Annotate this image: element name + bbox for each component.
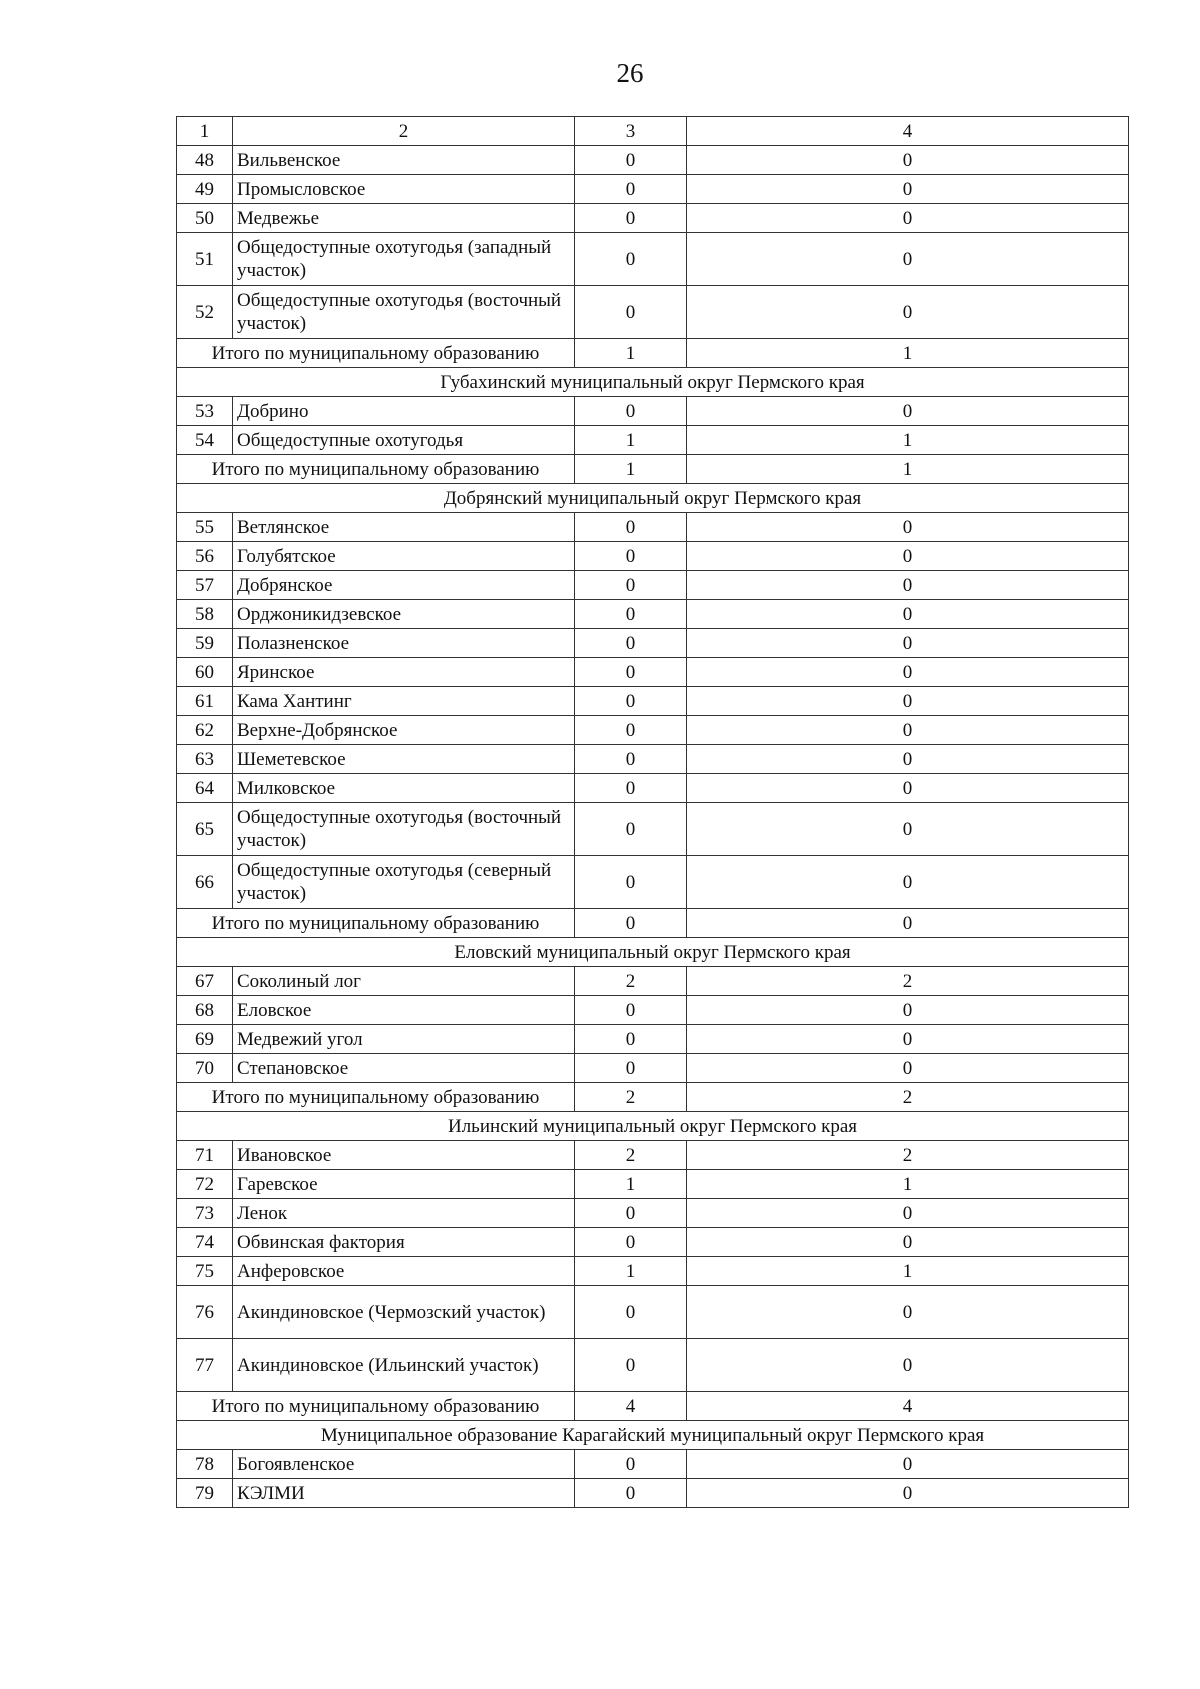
row-value-col4: 0 — [687, 629, 1129, 658]
table-row — [177, 1228, 1129, 1257]
table-row — [177, 856, 1129, 909]
row-name: Полазненское — [233, 629, 575, 658]
row-number: 62 — [177, 716, 233, 745]
row-value-col4: 0 — [687, 1479, 1129, 1508]
total-value-col4: 4 — [687, 1392, 1129, 1421]
total-value-col3: 1 — [575, 455, 687, 484]
section-title: Еловский муниципальный округ Пермского края — [177, 938, 1129, 967]
total-value-col3: 2 — [575, 1083, 687, 1112]
row-value-col4: 0 — [687, 658, 1129, 687]
header-cell-3: 3 — [575, 117, 687, 146]
row-name: Милковское — [233, 774, 575, 803]
total-label: Итого по муниципальному образованию — [177, 909, 575, 938]
row-value-col3: 0 — [575, 1199, 687, 1228]
row-value-col4: 0 — [687, 513, 1129, 542]
row-value-col4: 1 — [687, 1257, 1129, 1286]
row-value-col4: 0 — [687, 204, 1129, 233]
total-value-col4: 2 — [687, 1083, 1129, 1112]
table-row — [177, 1450, 1129, 1479]
total-row — [177, 1083, 1129, 1112]
section-title: Муниципальное образование Карагайский муниципальный округ Пермского края — [177, 1421, 1129, 1450]
row-value-col3: 0 — [575, 1025, 687, 1054]
table-row — [177, 745, 1129, 774]
row-value-col4: 0 — [687, 233, 1129, 286]
table-row — [177, 233, 1129, 286]
row-value-col3: 0 — [575, 1450, 687, 1479]
row-value-col4: 0 — [687, 803, 1129, 856]
row-value-col4: 0 — [687, 1339, 1129, 1392]
table-row — [177, 803, 1129, 856]
row-value-col4: 0 — [687, 286, 1129, 339]
row-value-col4: 2 — [687, 1141, 1129, 1170]
total-label: Итого по муниципальному образованию — [177, 339, 575, 368]
table-row — [177, 542, 1129, 571]
table-row — [177, 996, 1129, 1025]
section-header-row — [177, 368, 1129, 397]
row-value-col4: 0 — [687, 1199, 1129, 1228]
row-name: Степановское — [233, 1054, 575, 1083]
row-name: Богоявленское — [233, 1450, 575, 1479]
table-row — [177, 1479, 1129, 1508]
row-value-col3: 0 — [575, 687, 687, 716]
section-title: Губахинский муниципальный округ Пермского края — [177, 368, 1129, 397]
row-value-col3: 0 — [575, 803, 687, 856]
row-name: Кама Хантинг — [233, 687, 575, 716]
row-name: Акиндиновское (Чермозский участок) — [233, 1286, 575, 1339]
row-number: 65 — [177, 803, 233, 856]
row-name: Ленок — [233, 1199, 575, 1228]
row-name: Шеметевское — [233, 745, 575, 774]
section-header-row — [177, 938, 1129, 967]
row-number: 69 — [177, 1025, 233, 1054]
row-number: 54 — [177, 426, 233, 455]
row-name: Верхне-Добрянское — [233, 716, 575, 745]
row-value-col3: 0 — [575, 1228, 687, 1257]
row-number: 71 — [177, 1141, 233, 1170]
row-number: 78 — [177, 1450, 233, 1479]
row-value-col3: 0 — [575, 856, 687, 909]
row-value-col3: 0 — [575, 513, 687, 542]
row-number: 73 — [177, 1199, 233, 1228]
table-row — [177, 513, 1129, 542]
row-value-col4: 0 — [687, 1054, 1129, 1083]
row-value-col4: 0 — [687, 856, 1129, 909]
table-row — [177, 1339, 1129, 1392]
row-name: Яринское — [233, 658, 575, 687]
table-row — [177, 1286, 1129, 1339]
row-value-col3: 0 — [575, 1339, 687, 1392]
row-value-col4: 0 — [687, 542, 1129, 571]
row-value-col3: 0 — [575, 571, 687, 600]
row-value-col4: 0 — [687, 1228, 1129, 1257]
row-name: Медвежье — [233, 204, 575, 233]
total-label: Итого по муниципальному образованию — [177, 455, 575, 484]
row-value-col4: 2 — [687, 967, 1129, 996]
row-number: 60 — [177, 658, 233, 687]
row-value-col3: 0 — [575, 745, 687, 774]
table-row — [177, 1199, 1129, 1228]
section-title: Добрянский муниципальный округ Пермского края — [177, 484, 1129, 513]
row-value-col4: 0 — [687, 745, 1129, 774]
header-row — [177, 117, 1129, 146]
row-name: Добрино — [233, 397, 575, 426]
row-name: Еловское — [233, 996, 575, 1025]
table-row — [177, 687, 1129, 716]
row-value-col3: 0 — [575, 996, 687, 1025]
row-name: Орджоникидзевское — [233, 600, 575, 629]
table-row — [177, 286, 1129, 339]
row-number: 66 — [177, 856, 233, 909]
row-value-col3: 0 — [575, 658, 687, 687]
table-row — [177, 1141, 1129, 1170]
row-name: Общедоступные охотугодья — [233, 426, 575, 455]
table-row — [177, 716, 1129, 745]
row-number: 64 — [177, 774, 233, 803]
table-row — [177, 658, 1129, 687]
row-number: 51 — [177, 233, 233, 286]
total-value-col3: 0 — [575, 909, 687, 938]
header-cell-2: 2 — [233, 117, 575, 146]
total-label: Итого по муниципальному образованию — [177, 1083, 575, 1112]
row-value-col3: 0 — [575, 397, 687, 426]
row-name: Добрянское — [233, 571, 575, 600]
row-value-col4: 0 — [687, 1025, 1129, 1054]
row-value-col3: 1 — [575, 1170, 687, 1199]
total-value-col3: 4 — [575, 1392, 687, 1421]
row-value-col3: 2 — [575, 1141, 687, 1170]
header-cell-1: 1 — [177, 117, 233, 146]
table-body — [177, 117, 1129, 1508]
row-number: 68 — [177, 996, 233, 1025]
row-number: 57 — [177, 571, 233, 600]
section-header-row — [177, 484, 1129, 513]
row-value-col4: 0 — [687, 1450, 1129, 1479]
total-value-col4: 0 — [687, 909, 1129, 938]
row-number: 61 — [177, 687, 233, 716]
row-value-col3: 0 — [575, 146, 687, 175]
row-name: Анферовское — [233, 1257, 575, 1286]
row-value-col3: 0 — [575, 1286, 687, 1339]
row-value-col3: 0 — [575, 1479, 687, 1508]
document-table — [176, 116, 1129, 1508]
row-number: 75 — [177, 1257, 233, 1286]
header-cell-4: 4 — [687, 117, 1129, 146]
total-row — [177, 1392, 1129, 1421]
total-label: Итого по муниципальному образованию — [177, 1392, 575, 1421]
row-name: Вильвенское — [233, 146, 575, 175]
total-value-col4: 1 — [687, 339, 1129, 368]
row-value-col4: 1 — [687, 426, 1129, 455]
row-value-col4: 0 — [687, 146, 1129, 175]
row-number: 67 — [177, 967, 233, 996]
row-value-col3: 0 — [575, 1054, 687, 1083]
row-number: 70 — [177, 1054, 233, 1083]
row-value-col3: 2 — [575, 967, 687, 996]
row-value-col3: 0 — [575, 233, 687, 286]
row-value-col3: 0 — [575, 774, 687, 803]
row-number: 77 — [177, 1339, 233, 1392]
row-name: Общедоступные охотугодья (восточный участок) — [233, 803, 575, 856]
section-title: Ильинский муниципальный округ Пермского края — [177, 1112, 1129, 1141]
table-row — [177, 1054, 1129, 1083]
page-number: 26 — [616, 58, 644, 88]
row-value-col4: 0 — [687, 774, 1129, 803]
row-value-col4: 0 — [687, 571, 1129, 600]
row-number: 72 — [177, 1170, 233, 1199]
row-value-col3: 0 — [575, 629, 687, 658]
row-name: Общедоступные охотугодья (западный участок) — [233, 233, 575, 286]
table-row — [177, 146, 1129, 175]
row-name: Соколиный лог — [233, 967, 575, 996]
table-row — [177, 571, 1129, 600]
total-row — [177, 455, 1129, 484]
row-number: 55 — [177, 513, 233, 542]
row-name: Ивановское — [233, 1141, 575, 1170]
row-value-col4: 0 — [687, 716, 1129, 745]
row-number: 53 — [177, 397, 233, 426]
row-number: 63 — [177, 745, 233, 774]
row-value-col3: 1 — [575, 1257, 687, 1286]
row-number: 59 — [177, 629, 233, 658]
total-value-col4: 1 — [687, 455, 1129, 484]
row-number: 74 — [177, 1228, 233, 1257]
total-row — [177, 909, 1129, 938]
section-header-row — [177, 1112, 1129, 1141]
row-value-col4: 0 — [687, 996, 1129, 1025]
table-row — [177, 426, 1129, 455]
row-value-col4: 1 — [687, 1170, 1129, 1199]
row-name: Промысловское — [233, 175, 575, 204]
table-row — [177, 600, 1129, 629]
row-name: Гаревское — [233, 1170, 575, 1199]
row-name: Ветлянское — [233, 513, 575, 542]
row-number: 49 — [177, 175, 233, 204]
table-row — [177, 204, 1129, 233]
row-number: 76 — [177, 1286, 233, 1339]
table-row — [177, 1170, 1129, 1199]
row-name: Обвинская фактория — [233, 1228, 575, 1257]
row-value-col4: 0 — [687, 600, 1129, 629]
row-number: 56 — [177, 542, 233, 571]
row-value-col3: 1 — [575, 426, 687, 455]
table-row — [177, 1257, 1129, 1286]
table-row — [177, 629, 1129, 658]
row-value-col3: 0 — [575, 286, 687, 339]
total-row — [177, 339, 1129, 368]
row-number: 50 — [177, 204, 233, 233]
row-name: Акиндиновское (Ильинский участок) — [233, 1339, 575, 1392]
row-number: 58 — [177, 600, 233, 629]
row-value-col4: 0 — [687, 175, 1129, 204]
table-row — [177, 397, 1129, 426]
row-number: 79 — [177, 1479, 233, 1508]
row-value-col3: 0 — [575, 542, 687, 571]
table-row — [177, 1025, 1129, 1054]
row-value-col4: 0 — [687, 397, 1129, 426]
row-value-col3: 0 — [575, 600, 687, 629]
row-name: Медвежий угол — [233, 1025, 575, 1054]
row-value-col3: 0 — [575, 204, 687, 233]
row-number: 48 — [177, 146, 233, 175]
section-header-row — [177, 1421, 1129, 1450]
row-value-col3: 0 — [575, 175, 687, 204]
table-row — [177, 175, 1129, 204]
row-name: КЭЛМИ — [233, 1479, 575, 1508]
table-row — [177, 967, 1129, 996]
total-value-col3: 1 — [575, 339, 687, 368]
row-name: Общедоступные охотугодья (восточный участок) — [233, 286, 575, 339]
row-value-col3: 0 — [575, 716, 687, 745]
row-name: Общедоступные охотугодья (северный участок) — [233, 856, 575, 909]
row-value-col4: 0 — [687, 687, 1129, 716]
row-value-col4: 0 — [687, 1286, 1129, 1339]
table-row — [177, 774, 1129, 803]
row-name: Голубятское — [233, 542, 575, 571]
row-number: 52 — [177, 286, 233, 339]
